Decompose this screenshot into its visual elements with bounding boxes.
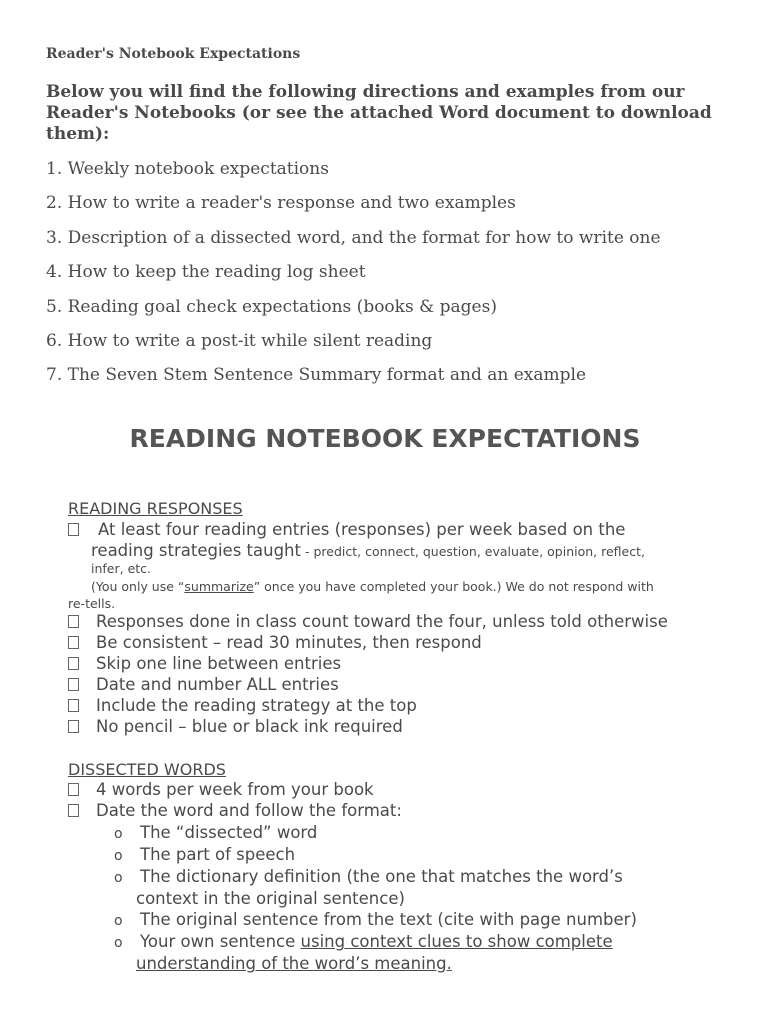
sub-list-item: o Your own sentence using context clues to show complete (114, 932, 613, 951)
checkbox-bullet-icon (68, 783, 79, 796)
list-item: Date and number ALL entries (68, 675, 339, 694)
list-item: Be consistent – read 30 minutes, then respond (68, 633, 482, 652)
note-text: (You only use “summarize” once you have completed your book.) We do not respond with (91, 579, 654, 594)
note-text: re-tells. (68, 596, 116, 611)
sub-list-item: o The dictionary definition (the one that matches the word’s (114, 867, 623, 886)
checkbox-bullet-icon (68, 804, 79, 817)
checkbox-bullet-icon (68, 699, 79, 712)
list-item-continuation: reading strategies taught - predict, connect, question, evaluate, opinion, reflect, (91, 541, 645, 560)
circle-bullet-icon: o (114, 870, 123, 886)
checkbox-bullet-icon (68, 720, 79, 733)
list-item: At least four reading entries (responses) per week based on the (68, 520, 625, 539)
summarize-link: summarize (184, 579, 254, 594)
checkbox-bullet-icon (68, 636, 79, 649)
list-item: 5. Reading goal check expectations (books & pages) (46, 296, 497, 317)
dissected-words-heading: DISSECTED WORDS (68, 760, 226, 779)
document-title: Reader's Notebook Expectations (46, 46, 301, 62)
list-item: 1. Weekly notebook expectations (46, 159, 329, 179)
circle-bullet-icon: o (114, 826, 123, 842)
list-item: 6. How to write a post-it while silent reading (46, 330, 433, 351)
main-heading: READING NOTEBOOK EXPECTATIONS (129, 424, 641, 453)
sub-list-item: o The part of speech (114, 845, 296, 864)
checkbox-bullet-icon (68, 678, 79, 691)
intro-paragraph: Below you will find the following directions and examples from our Reader's Notebooks (or see the attached Word document to download them): (46, 82, 712, 144)
list-item: 3. Description of a dissected word, and the format for how to write one (46, 227, 661, 248)
list-item: 7. The Seven Stem Sentence Summary format and an example (46, 365, 587, 386)
list-item: Skip one line between entries (68, 654, 341, 673)
list-item: Responses done in class count toward the four, unless told otherwise (68, 612, 668, 631)
list-item: No pencil – blue or black ink required (68, 717, 403, 736)
reading-responses-heading: READING RESPONSES (68, 499, 243, 518)
sub-list-item-continuation: understanding of the word’s meaning. (136, 954, 452, 973)
checkbox-bullet-icon (68, 615, 79, 628)
list-item-continuation: infer, etc. (91, 561, 152, 576)
circle-bullet-icon: o (114, 913, 123, 929)
list-item: 4 words per week from your book (68, 780, 374, 799)
sub-list-item: o The “dissected” word (114, 823, 318, 842)
checkbox-bullet-icon (68, 657, 79, 670)
list-item: Include the reading strategy at the top (68, 696, 417, 715)
sub-list-item-continuation: context in the original sentence) (136, 889, 405, 908)
list-item: 4. How to keep the reading log sheet (46, 262, 366, 283)
sub-list-item: o The original sentence from the text (cite with page number) (114, 910, 637, 929)
list-item: Date the word and follow the format: (68, 801, 402, 820)
circle-bullet-icon: o (114, 848, 123, 864)
numbered-list (46, 158, 661, 399)
list-item: 2. How to write a reader's response and two examples (46, 193, 516, 214)
checkbox-bullet-icon (68, 523, 79, 536)
circle-bullet-icon: o (114, 935, 123, 951)
